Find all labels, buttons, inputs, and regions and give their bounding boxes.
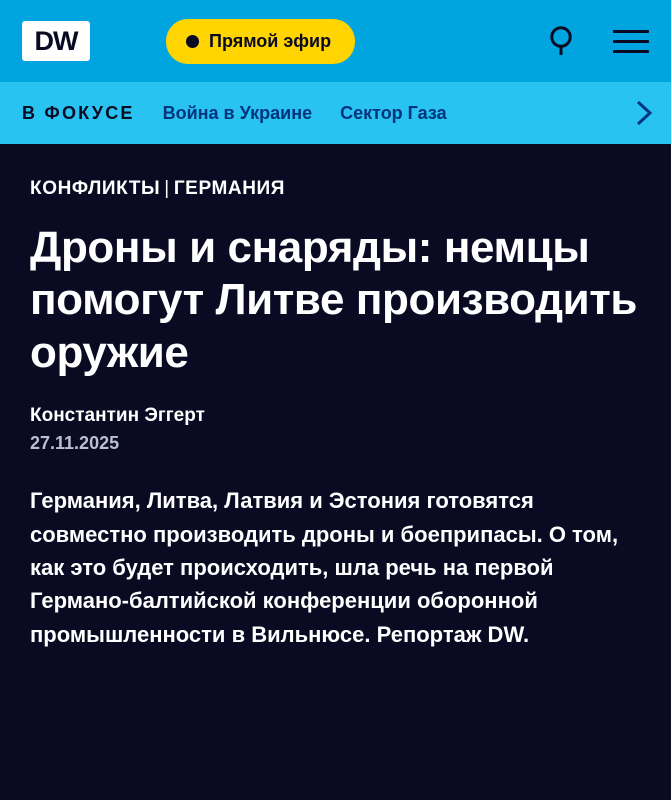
hamburger-menu-icon[interactable] bbox=[613, 30, 649, 53]
page-title: Дроны и снаряды: немцы помогут Литве производить оружие bbox=[30, 223, 638, 377]
live-dot-icon bbox=[186, 35, 199, 48]
live-stream-label: Прямой эфир bbox=[209, 30, 332, 51]
article-date: 27.11.2025 bbox=[30, 433, 120, 454]
search-icon[interactable] bbox=[547, 25, 577, 57]
dw-logo-text: DW bbox=[34, 25, 78, 56]
focus-nav bbox=[0, 82, 671, 144]
live-stream-button[interactable] bbox=[166, 19, 355, 64]
article-lede: Германия, Литва, Латвия и Эстония готовятся совместно производить дроны и боеприпасы. О том, как это будет происходить, шла речь на первой Германо-балтийской конференции оборонной промышленности в Вильнюсе. Репортаж DW. bbox=[30, 488, 619, 647]
kicker-topic[interactable]: КОНФЛИКТЫ bbox=[30, 178, 161, 199]
top-bar bbox=[0, 0, 671, 82]
article-author: Константин Эггерт bbox=[30, 405, 205, 427]
article-kicker bbox=[30, 178, 641, 200]
dw-logo[interactable] bbox=[22, 21, 90, 61]
focus-nav-item-gaza[interactable]: Сектор Газа bbox=[340, 102, 447, 123]
top-bar-actions bbox=[547, 25, 649, 57]
article-container bbox=[0, 144, 671, 800]
focus-nav-item-ukraine[interactable]: Война в Украине bbox=[162, 102, 313, 123]
kicker-separator: | bbox=[164, 178, 170, 199]
focus-nav-label: В ФОКУСЕ bbox=[22, 102, 135, 123]
chevron-right-icon[interactable] bbox=[633, 97, 655, 129]
kicker-region[interactable]: ГЕРМАНИЯ bbox=[173, 178, 286, 199]
hamburger-lines bbox=[613, 30, 649, 53]
